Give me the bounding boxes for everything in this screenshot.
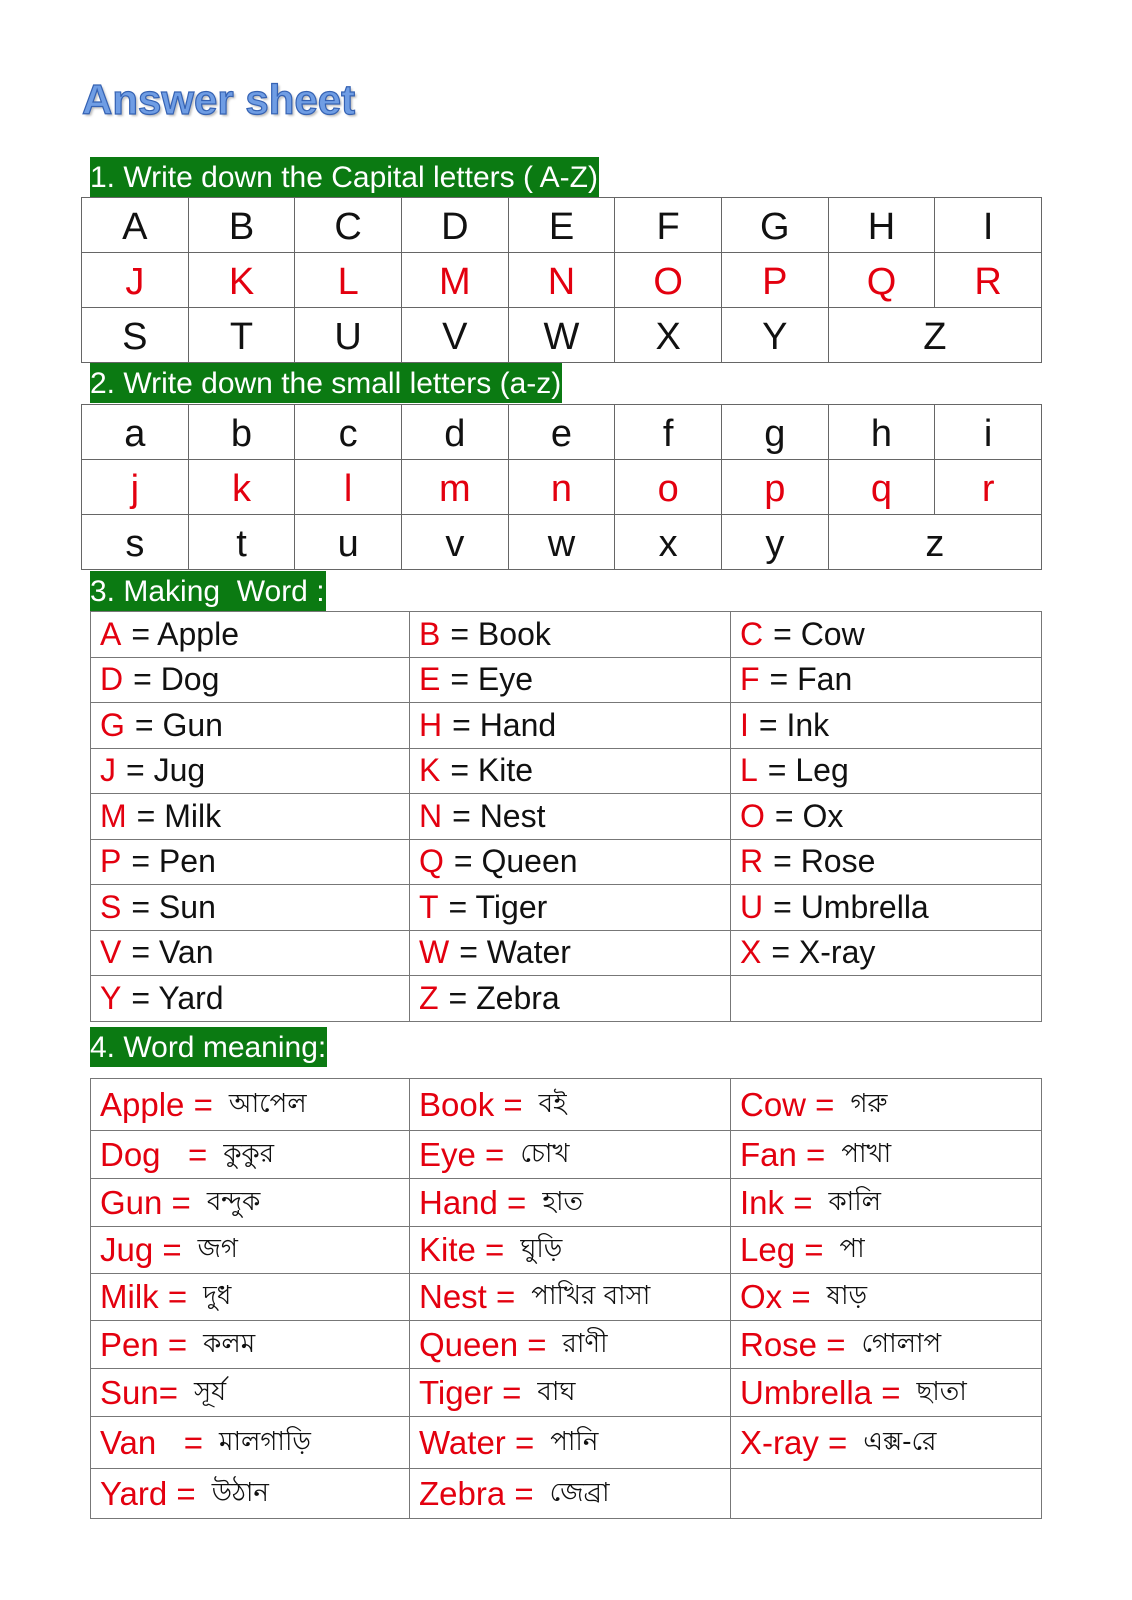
word-letter: B	[419, 615, 441, 652]
small-letter-cell: p	[722, 460, 829, 515]
meaning-cell	[731, 1131, 1042, 1179]
small-letter-cell: h	[829, 405, 936, 460]
capital-letter-cell: V	[402, 308, 509, 363]
word-cell	[410, 976, 731, 1022]
word-letter: J	[100, 752, 116, 789]
word-cell	[731, 931, 1042, 977]
word-text: = Leg	[767, 752, 849, 789]
bengali-meaning: বই	[538, 1088, 567, 1119]
word-cell	[91, 885, 410, 931]
word-cell	[91, 612, 410, 658]
capital-letter-cell: F	[615, 198, 722, 253]
word-cell	[410, 703, 731, 749]
word-cell	[91, 703, 410, 749]
word-cell	[731, 749, 1042, 795]
capital-letter-cell: Y	[722, 308, 829, 363]
meaning-cell	[91, 1131, 410, 1179]
capital-letter-cell: B	[189, 198, 296, 253]
word-cell	[91, 658, 410, 704]
small-letter-cell: m	[402, 460, 509, 515]
english-word: Ox =	[740, 1278, 811, 1315]
word-text: = Pen	[131, 843, 216, 880]
capital-letter-cell: W	[509, 308, 616, 363]
capital-letter-cell: U	[295, 308, 402, 363]
word-text: = Ox	[774, 797, 844, 834]
small-letter-cell: k	[189, 460, 296, 515]
meaning-cell	[731, 1369, 1042, 1417]
word-text: = Cow	[773, 615, 865, 652]
word-cell	[91, 931, 410, 977]
word-letter: Y	[100, 979, 122, 1016]
bengali-meaning: কুকুর	[223, 1138, 275, 1169]
bengali-meaning: কলম	[203, 1328, 256, 1359]
word-letter: X	[740, 934, 762, 971]
small-letter-cell: j	[82, 460, 189, 515]
english-word: Pen =	[100, 1325, 188, 1363]
capital-letter-cell: J	[82, 253, 189, 308]
small-letters-table	[81, 404, 1042, 570]
word-text: = Fan	[769, 661, 853, 698]
word-letter: D	[100, 661, 124, 698]
meaning-cell	[410, 1131, 731, 1179]
word-text: = Yard	[131, 979, 224, 1016]
english-word: Fan =	[740, 1135, 826, 1173]
capital-letter-cell: X	[615, 308, 722, 363]
small-letter-cell: d	[402, 405, 509, 460]
english-word: Tiger =	[419, 1373, 522, 1411]
bengali-meaning: পাখির বাসা	[531, 1281, 651, 1311]
bengali-meaning: গোলাপ	[861, 1328, 942, 1359]
small-letter-cell: f	[615, 405, 722, 460]
meaning-cell	[410, 1321, 731, 1369]
meaning-cell	[410, 1469, 731, 1519]
capital-letter-cell: O	[615, 253, 722, 308]
meaning-cell	[731, 1274, 1042, 1321]
word-cell	[731, 840, 1042, 886]
small-letter-cell: c	[295, 405, 402, 460]
word-letter: W	[419, 934, 450, 971]
word-text: = Book	[450, 615, 551, 652]
word-text: = Van	[131, 934, 214, 971]
making-word-table	[90, 611, 1042, 1022]
bengali-meaning: চোখ	[520, 1138, 570, 1169]
small-letter-cell: t	[189, 515, 296, 570]
word-text: = Rose	[773, 843, 876, 880]
capital-letters-table	[81, 197, 1042, 363]
bengali-meaning: মালগাড়ি	[219, 1426, 311, 1457]
english-word: Gun =	[100, 1183, 191, 1221]
capital-letter-cell: D	[402, 198, 509, 253]
bengali-meaning: জেব্রা	[549, 1477, 610, 1508]
capital-letter-cell: P	[722, 253, 829, 308]
capital-letter-cell: R	[935, 253, 1042, 308]
english-word: Book =	[419, 1085, 523, 1123]
word-cell	[731, 794, 1042, 840]
bengali-meaning: কালি	[828, 1186, 882, 1217]
word-text: = Umbrella	[773, 888, 929, 925]
bengali-meaning: দুধ	[203, 1281, 232, 1311]
small-letter-cell: a	[82, 405, 189, 460]
word-letter: Q	[419, 843, 444, 880]
meaning-cell	[91, 1179, 410, 1227]
capital-letter-cell: C	[295, 198, 402, 253]
bengali-meaning: রাণী	[562, 1328, 608, 1359]
small-letter-cell: g	[722, 405, 829, 460]
english-word: Hand =	[419, 1183, 527, 1221]
meaning-cell	[91, 1469, 410, 1519]
word-letter: V	[100, 934, 122, 971]
meaning-cell	[731, 1227, 1042, 1274]
meaning-cell	[410, 1369, 731, 1417]
english-word: Leg =	[740, 1231, 824, 1268]
word-text: = Dog	[133, 661, 220, 698]
word-letter: S	[100, 888, 122, 925]
word-cell	[410, 885, 731, 931]
small-letter-cell: q	[829, 460, 936, 515]
capital-letter-cell: K	[189, 253, 296, 308]
word-text: = X-ray	[771, 934, 876, 971]
english-word: Nest =	[419, 1278, 516, 1315]
small-letter-cell: s	[82, 515, 189, 570]
capital-letter-cell: Q	[829, 253, 936, 308]
word-letter: P	[100, 843, 122, 880]
word-text: = Ink	[758, 706, 830, 743]
capital-letter-cell: T	[189, 308, 296, 363]
english-word: Queen =	[419, 1325, 547, 1363]
word-letter: U	[740, 888, 764, 925]
word-cell	[91, 794, 410, 840]
word-text: = Milk	[136, 797, 222, 834]
word-cell	[410, 658, 731, 704]
word-letter: T	[419, 888, 439, 925]
capital-letter-cell: L	[295, 253, 402, 308]
capital-letter-cell: Z	[829, 308, 1042, 363]
word-cell	[410, 931, 731, 977]
word-letter: R	[740, 843, 764, 880]
bengali-meaning: পানি	[550, 1426, 599, 1457]
meaning-cell	[91, 1079, 410, 1131]
word-cell	[410, 749, 731, 795]
small-letter-cell: b	[189, 405, 296, 460]
small-letter-cell: r	[935, 460, 1042, 515]
english-word: Rose =	[740, 1325, 846, 1363]
word-cell	[731, 885, 1042, 931]
word-letter: H	[419, 706, 443, 743]
section-heading-making-word: 3. Making Word :	[90, 571, 326, 611]
bengali-meaning: সূর্য	[194, 1376, 227, 1407]
meaning-cell	[410, 1274, 731, 1321]
word-letter: N	[419, 797, 443, 834]
word-letter: I	[740, 706, 749, 743]
word-letter: Z	[419, 979, 439, 1016]
word-text: = Kite	[450, 752, 534, 789]
bengali-meaning: এক্স-রে	[863, 1426, 937, 1457]
word-cell	[731, 612, 1042, 658]
small-letter-cell: y	[722, 515, 829, 570]
small-letter-cell: e	[509, 405, 616, 460]
small-letter-cell: u	[295, 515, 402, 570]
word-cell	[91, 749, 410, 795]
english-word: Dog =	[100, 1135, 208, 1173]
word-text: = Jug	[126, 752, 206, 789]
meaning-cell	[731, 1417, 1042, 1469]
word-text: = Gun	[134, 706, 223, 743]
word-text: = Hand	[452, 706, 557, 743]
empty-cell	[731, 976, 1042, 1022]
bengali-meaning: ষাড়	[826, 1281, 868, 1311]
capital-letter-cell: I	[935, 198, 1042, 253]
meaning-cell	[731, 1079, 1042, 1131]
word-letter: F	[740, 661, 760, 698]
word-letter: C	[740, 615, 764, 652]
word-cell	[731, 703, 1042, 749]
word-letter: G	[100, 706, 125, 743]
section-heading-capital-letters: 1. Write down the Capital letters ( A-Z)	[90, 157, 599, 197]
word-letter: O	[740, 797, 765, 834]
english-word: Milk =	[100, 1278, 188, 1315]
word-meaning-table	[90, 1078, 1042, 1519]
english-word: Van =	[100, 1423, 204, 1461]
meaning-cell	[91, 1417, 410, 1469]
bengali-meaning: ছাতা	[916, 1376, 967, 1407]
english-word: Yard =	[100, 1474, 196, 1512]
capital-letter-cell: M	[402, 253, 509, 308]
word-text: = Nest	[452, 797, 546, 834]
small-letter-cell: l	[295, 460, 402, 515]
bengali-meaning: পা	[839, 1234, 865, 1264]
small-letter-cell: i	[935, 405, 1042, 460]
small-letter-cell: n	[509, 460, 616, 515]
bengali-meaning: পাখা	[841, 1138, 892, 1169]
english-word: Eye =	[419, 1135, 505, 1173]
english-word: Cow =	[740, 1085, 835, 1123]
small-letter-cell: v	[402, 515, 509, 570]
word-text: = Queen	[453, 843, 578, 880]
english-word: Jug =	[100, 1231, 182, 1268]
capital-letter-cell: N	[509, 253, 616, 308]
capital-letter-cell: E	[509, 198, 616, 253]
small-letter-cell: w	[509, 515, 616, 570]
meaning-cell	[91, 1321, 410, 1369]
english-word: Water =	[419, 1423, 535, 1461]
english-word: Kite =	[419, 1231, 505, 1268]
meaning-cell	[731, 1179, 1042, 1227]
word-text: = Water	[459, 934, 571, 971]
word-cell	[410, 840, 731, 886]
english-word: Apple =	[100, 1085, 213, 1123]
bengali-meaning: গরু	[850, 1088, 888, 1119]
meaning-cell	[410, 1179, 731, 1227]
word-cell	[410, 612, 731, 658]
word-cell	[731, 658, 1042, 704]
capital-letter-cell: A	[82, 198, 189, 253]
meaning-cell	[731, 1321, 1042, 1369]
bengali-meaning: হাত	[542, 1186, 584, 1217]
word-cell	[91, 840, 410, 886]
meaning-cell	[410, 1417, 731, 1469]
bengali-meaning: বাঘ	[537, 1376, 576, 1407]
bengali-meaning: বন্দুক	[206, 1186, 261, 1217]
capital-letter-cell: H	[829, 198, 936, 253]
word-cell	[91, 976, 410, 1022]
page-title: Answer sheet	[82, 76, 356, 123]
bengali-meaning: ঘুড়ি	[520, 1234, 563, 1264]
section-heading-small-letters: 2. Write down the small letters (a-z)	[90, 363, 562, 403]
bengali-meaning: আপেল	[228, 1088, 307, 1119]
meaning-cell	[91, 1274, 410, 1321]
word-text: = Tiger	[448, 888, 548, 925]
word-text: = Apple	[131, 615, 239, 652]
word-letter: M	[100, 797, 127, 834]
meaning-cell	[91, 1227, 410, 1274]
english-word: Umbrella =	[740, 1373, 901, 1411]
word-text: = Eye	[450, 661, 534, 698]
word-text: = Sun	[131, 888, 216, 925]
english-word: X-ray =	[740, 1423, 848, 1461]
meaning-cell	[410, 1079, 731, 1131]
english-word: Ink =	[740, 1183, 813, 1221]
bengali-meaning: উঠান	[211, 1477, 269, 1508]
small-letter-cell: x	[615, 515, 722, 570]
small-letter-cell: o	[615, 460, 722, 515]
english-word: Zebra =	[419, 1474, 534, 1512]
word-letter: K	[419, 752, 441, 789]
meaning-cell	[91, 1369, 410, 1417]
small-letter-cell: z	[829, 515, 1042, 570]
word-letter: E	[419, 661, 441, 698]
word-letter: L	[740, 752, 758, 789]
meaning-cell	[410, 1227, 731, 1274]
word-cell	[410, 794, 731, 840]
word-letter: A	[100, 615, 122, 652]
capital-letter-cell: G	[722, 198, 829, 253]
capital-letter-cell: S	[82, 308, 189, 363]
empty-cell	[731, 1469, 1042, 1519]
section-heading-word-meaning: 4. Word meaning:	[90, 1027, 327, 1067]
english-word: Sun=	[100, 1373, 178, 1411]
word-text: = Zebra	[448, 979, 560, 1016]
bengali-meaning: জগ	[197, 1234, 238, 1264]
